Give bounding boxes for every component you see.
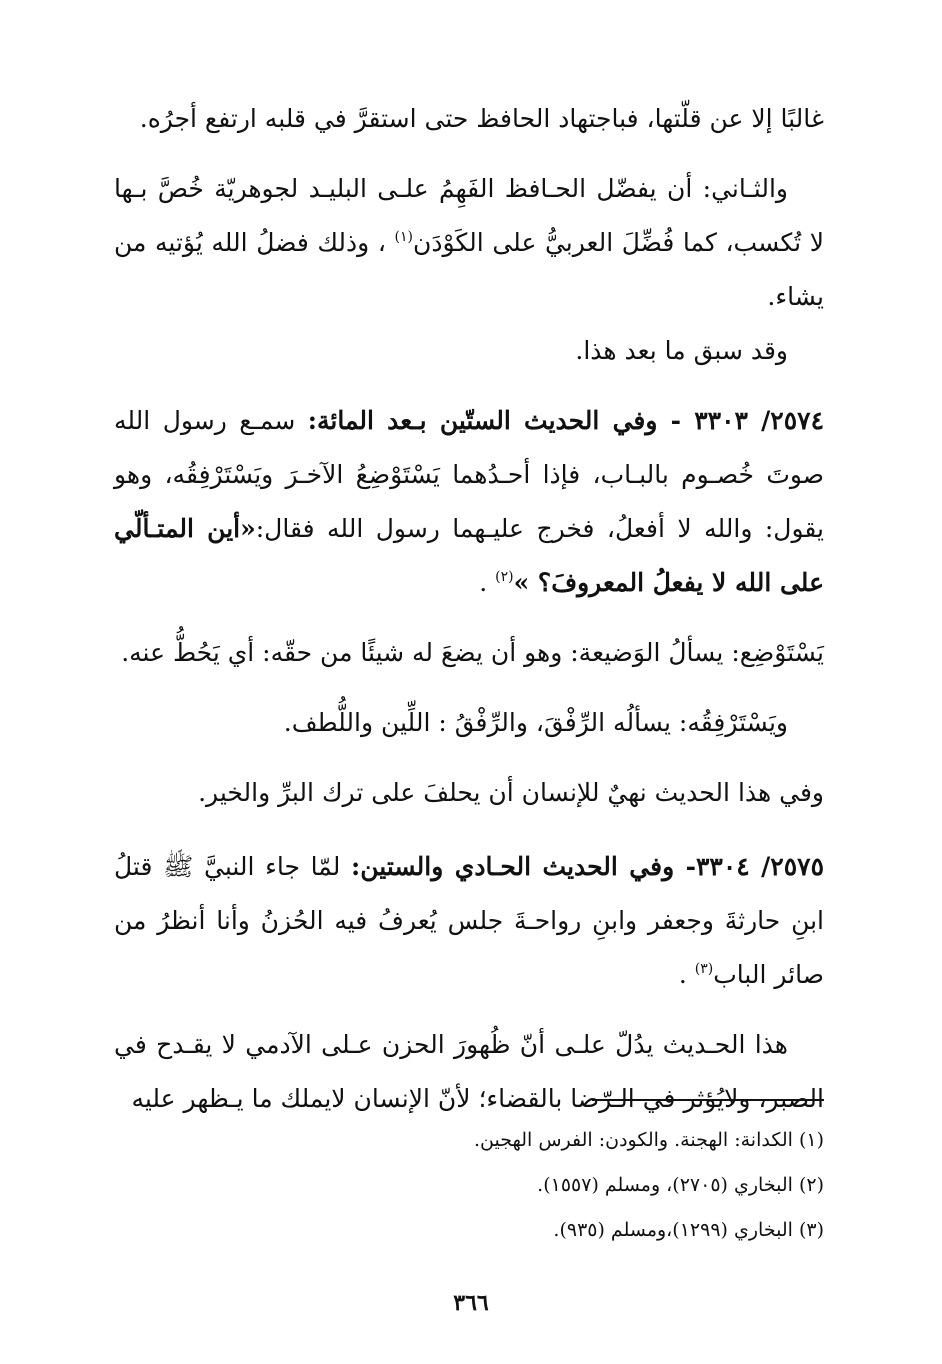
hadith-2574: ٢٥٧٤/ ٣٣٠٣ - وفي الحديث الستّين بـعد المائة: سمـع رسول الله صوتَ خُصـوم بالبـاب، فإذا أحـدُهما يَسْتَوْضِعُ الآخـرَ ويَسْتَرْفِقُه، وهو يقول: والله لا أفعلُ، فخرج عليـهما رسول الله فقال:«أين المتـألّي على الله لا يفعلُ المعروفَ؟ »$^{(٢)}$ . xyxy=(114,406,824,597)
hadith-heading: - وفي الحديث الستّين بـعد المائة: xyxy=(307,406,695,435)
gloss-yastawdi: يَسْتَوْضِع: يسألُ الوَضيعة: وهو أن يضعَ له شيئًا من حقّه: أي يَحُطُّ عنه. xyxy=(121,638,824,667)
footnote-ref-2: (٢) xyxy=(495,569,514,585)
page-number: ٣٦٦ xyxy=(453,1290,489,1316)
footnote-ref-1: (١) xyxy=(394,229,413,245)
body-text xyxy=(114,92,824,1126)
gloss-yastarfiq: ويَسْتَرْفِقُه: يسألُه الرِّفْقَ، والرِّفْقُ : اللِّين واللُّطف. xyxy=(283,708,788,737)
footnote-separator xyxy=(592,1099,824,1101)
footnote-2: (٢) البخاري (٢٧٠٥)، ومسلم (١٥٥٧). xyxy=(537,1174,824,1196)
paragraph-grief-commentary: هذا الحـديث يدُلّ علـى أنّ ظُهورَ الحزن عـلى الآدمي لا يقـدح في الصبر، ولايُؤثر في الـرّضا بالقضاء؛ لأنّ الإنسان لايملك ما يـظهر عليه xyxy=(114,1030,824,1113)
paragraph-already-covered: وقد سبق ما بعد هذا. xyxy=(575,336,788,365)
paragraph-hadith-lesson: وفي هذا الحديث نهيٌ للإنسان أن يحلفَ على ترك البرِّ والخير. xyxy=(198,778,824,807)
hadith-number: ٢٥٧٤/ ٣٣٠٣ xyxy=(694,406,824,435)
footnote-1: (١) الكدانة: الهجنة. والكودن: الفرس الهجين. xyxy=(473,1129,824,1151)
hadith-text: سمـع رسول الله صوتَ خُصـوم بالبـاب، فإذا أحـدُهما يَسْتَوْضِعُ الآخـرَ ويَسْتَرْفِقُه، وهو يقول: والله لا أفعلُ، فخرج عليـهما رسول الله فقال: xyxy=(114,406,824,543)
footnote-3: (٣) البخاري (١٢٩٩)،ومسلم (٩٣٥). xyxy=(553,1219,824,1241)
paragraph-continuation: غالبًا إلا عن قلّتها، فباجتهاد الحافظ حتى استقرَّ في قلبه ارتفع أجرُه. xyxy=(139,104,824,133)
hadith-number: ٢٥٧٥/ ٣٣٠٤ xyxy=(695,852,824,881)
hadith-2575: ٢٥٧٥/ ٣٣٠٤- وفي الحديث الحـادي والستين: لمّا جاء النبيَّ ﷺ قتلُ ابنِ حارثةَ وجعفر وابنِ رواحـةَ جلس يُعرفُ فيه الحُزنُ وأنا أنظرُ من صائر الباب$^{(٣)}$ . xyxy=(114,852,824,989)
hadith-text: لمّا جاء النبيَّ ﷺ قتلُ ابنِ حارثةَ وجعفر وابنِ رواحـةَ جلس يُعرفُ فيه الحُزنُ وأنا أنظرُ من صائر الباب xyxy=(114,852,824,989)
footnotes xyxy=(124,1118,824,1253)
paragraph-second-point: والثـاني: أن يفضّل الحـافظ الفَهِمُ علـى البليـد لجوهريّة خُصَّ بـها لا تُكسب، كما فُضِّلَ العربيُّ على الكَوْدَن$^{(١)}$ ، وذلك فضلُ الله يُؤتيه من يشاء. xyxy=(114,174,824,311)
hadith-heading: - وفي الحديث الحـادي والستين: xyxy=(351,852,696,881)
hadith-quote: «أين المتـألّي على الله لا يفعلُ المعروفَ؟ » xyxy=(114,514,824,597)
footnote-ref-3: (٣) xyxy=(694,961,714,977)
